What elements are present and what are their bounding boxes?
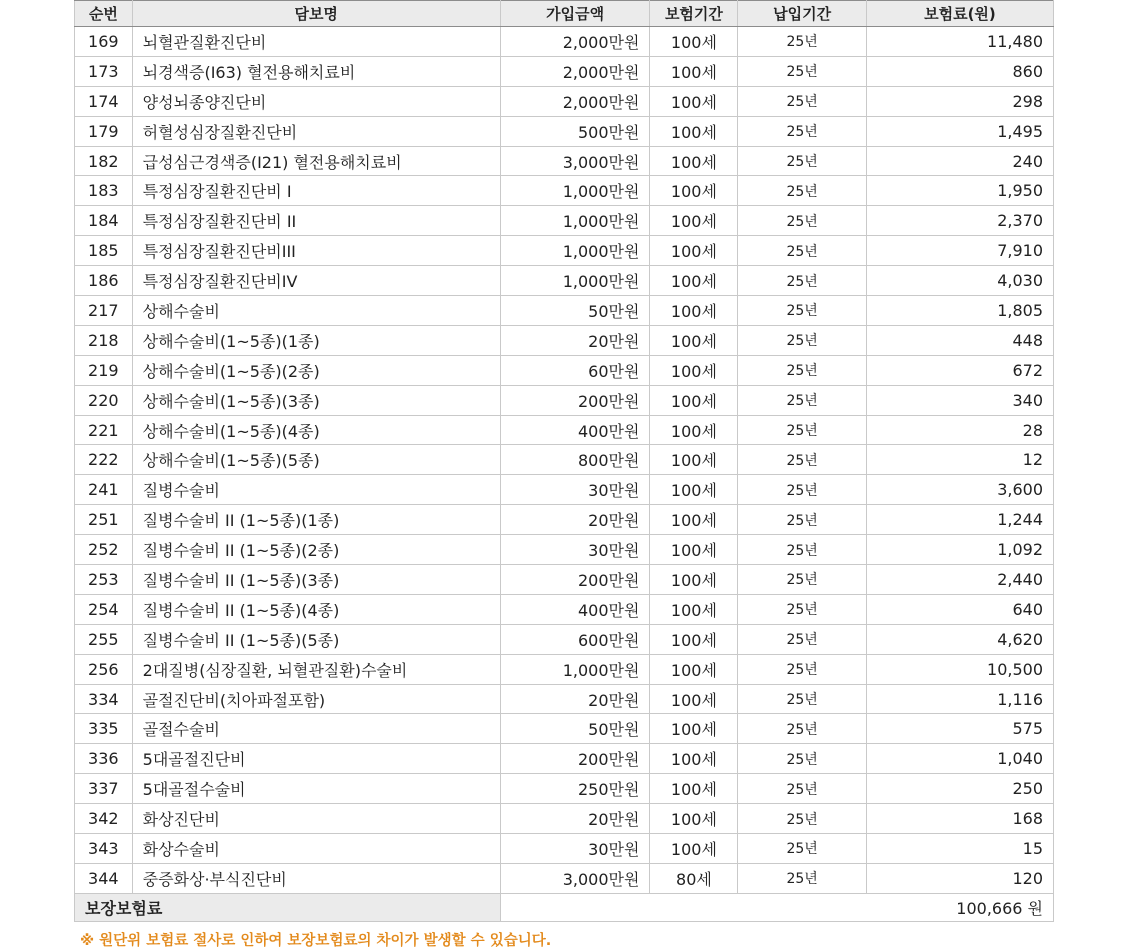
coverage-name: 중증화상·부식진단비: [132, 863, 500, 893]
coverage-table: [74, 0, 1054, 922]
row-number: 251: [75, 505, 133, 535]
table-row: [75, 415, 1054, 445]
coverage-amount: 2,000만원: [500, 86, 650, 116]
insurance-period: 100세: [650, 385, 738, 415]
insurance-period: 100세: [650, 116, 738, 146]
coverage-name: 특정심장질환진단비 I: [132, 176, 500, 206]
table-row: [75, 176, 1054, 206]
payment-period: 25년: [738, 565, 866, 595]
coverage-amount: 200만원: [500, 385, 650, 415]
header-coverage-name: 담보명: [132, 1, 500, 27]
coverage-amount: 50만원: [500, 296, 650, 326]
premium-amount: 1,950: [866, 176, 1053, 206]
row-number: 344: [75, 863, 133, 893]
row-number: 241: [75, 475, 133, 505]
table-row: [75, 27, 1054, 57]
coverage-name: 특정심장질환진단비IV: [132, 266, 500, 296]
insurance-period: 100세: [650, 565, 738, 595]
coverage-name: 뇌혈관질환진단비: [132, 27, 500, 57]
premium-amount: 2,370: [866, 206, 1053, 236]
table-row: [75, 505, 1054, 535]
row-number: 182: [75, 146, 133, 176]
coverage-name: 화상진단비: [132, 804, 500, 834]
coverage-name: 골절수술비: [132, 714, 500, 744]
table-row: [75, 654, 1054, 684]
premium-amount: 11,480: [866, 27, 1053, 57]
coverage-name: 허혈성심장질환진단비: [132, 116, 500, 146]
table-row: [75, 624, 1054, 654]
table-row: [75, 296, 1054, 326]
payment-period: 25년: [738, 206, 866, 236]
payment-period: 25년: [738, 236, 866, 266]
table-row: [75, 86, 1054, 116]
payment-period: 25년: [738, 86, 866, 116]
insurance-period: 100세: [650, 445, 738, 475]
payment-period: 25년: [738, 834, 866, 864]
coverage-amount: 200만원: [500, 744, 650, 774]
coverage-name: 질병수술비 II (1~5종)(1종): [132, 505, 500, 535]
table-row: [75, 804, 1054, 834]
payment-period: 25년: [738, 804, 866, 834]
table-row: [75, 56, 1054, 86]
row-number: 221: [75, 415, 133, 445]
coverage-name: 양성뇌종양진단비: [132, 86, 500, 116]
premium-amount: 1,040: [866, 744, 1053, 774]
payment-period: 25년: [738, 594, 866, 624]
payment-period: 25년: [738, 744, 866, 774]
premium-amount: 1,495: [866, 116, 1053, 146]
coverage-name: 질병수술비 II (1~5종)(5종): [132, 624, 500, 654]
premium-amount: 2,440: [866, 565, 1053, 595]
payment-period: 25년: [738, 27, 866, 57]
table-row: [75, 146, 1054, 176]
table-body: [75, 27, 1054, 894]
row-number: 255: [75, 624, 133, 654]
coverage-amount: 20만원: [500, 684, 650, 714]
coverage-amount: 1,000만원: [500, 266, 650, 296]
coverage-amount: 500만원: [500, 116, 650, 146]
premium-amount: 15: [866, 834, 1053, 864]
coverage-name: 골절진단비(치아파절포함): [132, 684, 500, 714]
payment-period: 25년: [738, 415, 866, 445]
table-row: [75, 834, 1054, 864]
row-number: 185: [75, 236, 133, 266]
row-number: 183: [75, 176, 133, 206]
row-number: 342: [75, 804, 133, 834]
insurance-period: 100세: [650, 804, 738, 834]
total-row: [75, 893, 1054, 921]
table-row: [75, 774, 1054, 804]
payment-period: 25년: [738, 116, 866, 146]
coverage-name: 2대질병(심장질환, 뇌혈관질환)수술비: [132, 654, 500, 684]
row-number: 253: [75, 565, 133, 595]
row-number: 334: [75, 684, 133, 714]
payment-period: 25년: [738, 296, 866, 326]
header-amount: 가입금액: [500, 1, 650, 27]
table-row: [75, 266, 1054, 296]
table-row: [75, 863, 1054, 893]
payment-period: 25년: [738, 445, 866, 475]
insurance-period: 100세: [650, 594, 738, 624]
premium-amount: 10,500: [866, 654, 1053, 684]
row-number: 254: [75, 594, 133, 624]
coverage-amount: 1,000만원: [500, 206, 650, 236]
row-number: 179: [75, 116, 133, 146]
row-number: 222: [75, 445, 133, 475]
row-number: 217: [75, 296, 133, 326]
premium-amount: 4,030: [866, 266, 1053, 296]
premium-amount: 575: [866, 714, 1053, 744]
insurance-period: 100세: [650, 624, 738, 654]
table-row: [75, 445, 1054, 475]
row-number: 169: [75, 27, 133, 57]
insurance-period: 100세: [650, 206, 738, 236]
premium-amount: 240: [866, 146, 1053, 176]
premium-amount: 3,600: [866, 475, 1053, 505]
coverage-amount: 400만원: [500, 415, 650, 445]
premium-amount: 860: [866, 56, 1053, 86]
coverage-amount: 60만원: [500, 355, 650, 385]
row-number: 252: [75, 535, 133, 565]
insurance-period: 100세: [650, 176, 738, 206]
table-row: [75, 565, 1054, 595]
payment-period: 25년: [738, 266, 866, 296]
coverage-amount: 250만원: [500, 774, 650, 804]
premium-document: [74, 0, 1054, 950]
insurance-period: 100세: [650, 475, 738, 505]
premium-amount: 340: [866, 385, 1053, 415]
insurance-period: 100세: [650, 27, 738, 57]
coverage-name: 화상수술비: [132, 834, 500, 864]
insurance-period: 100세: [650, 236, 738, 266]
table-row: [75, 594, 1054, 624]
row-number: 256: [75, 654, 133, 684]
row-number: 174: [75, 86, 133, 116]
coverage-amount: 800만원: [500, 445, 650, 475]
rounding-note: ※ 원단위 보험료 절사로 인하여 보장보험료의 차이가 발생할 수 있습니다.: [80, 932, 552, 949]
coverage-name: 상해수술비: [132, 296, 500, 326]
insurance-period: 100세: [650, 505, 738, 535]
coverage-amount: 1,000만원: [500, 236, 650, 266]
payment-period: 25년: [738, 176, 866, 206]
insurance-period: 100세: [650, 56, 738, 86]
premium-amount: 640: [866, 594, 1053, 624]
coverage-name: 질병수술비 II (1~5종)(4종): [132, 594, 500, 624]
coverage-name: 상해수술비(1~5종)(3종): [132, 385, 500, 415]
insurance-period: 100세: [650, 146, 738, 176]
coverage-amount: 200만원: [500, 565, 650, 595]
premium-amount: 12: [866, 445, 1053, 475]
table-row: [75, 206, 1054, 236]
payment-period: 25년: [738, 385, 866, 415]
table-row: [75, 535, 1054, 565]
payment-period: 25년: [738, 624, 866, 654]
payment-period: 25년: [738, 325, 866, 355]
coverage-amount: 2,000만원: [500, 27, 650, 57]
table-header-row: [75, 1, 1054, 27]
payment-period: 25년: [738, 475, 866, 505]
coverage-amount: 20만원: [500, 505, 650, 535]
insurance-period: 100세: [650, 744, 738, 774]
insurance-period: 100세: [650, 266, 738, 296]
table-row: [75, 325, 1054, 355]
premium-amount: 298: [866, 86, 1053, 116]
row-number: 336: [75, 744, 133, 774]
premium-amount: 1,805: [866, 296, 1053, 326]
header-no: 순번: [75, 1, 133, 27]
row-number: 343: [75, 834, 133, 864]
premium-amount: 7,910: [866, 236, 1053, 266]
table-row: [75, 385, 1054, 415]
row-number: 220: [75, 385, 133, 415]
total-label: 보장보험료: [75, 893, 501, 921]
coverage-amount: 20만원: [500, 325, 650, 355]
premium-amount: 1,244: [866, 505, 1053, 535]
insurance-period: 100세: [650, 325, 738, 355]
table-row: [75, 714, 1054, 744]
row-number: 335: [75, 714, 133, 744]
payment-period: 25년: [738, 505, 866, 535]
table-row: [75, 475, 1054, 505]
row-number: 337: [75, 774, 133, 804]
payment-period: 25년: [738, 355, 866, 385]
coverage-name: 질병수술비: [132, 475, 500, 505]
insurance-period: 100세: [650, 535, 738, 565]
coverage-name: 급성심근경색증(I21) 혈전용해치료비: [132, 146, 500, 176]
coverage-name: 상해수술비(1~5종)(2종): [132, 355, 500, 385]
coverage-name: 특정심장질환진단비 II: [132, 206, 500, 236]
row-number: 219: [75, 355, 133, 385]
insurance-period: 100세: [650, 415, 738, 445]
insurance-period: 80세: [650, 863, 738, 893]
payment-period: 25년: [738, 654, 866, 684]
coverage-name: 상해수술비(1~5종)(4종): [132, 415, 500, 445]
coverage-name: 특정심장질환진단비III: [132, 236, 500, 266]
premium-amount: 448: [866, 325, 1053, 355]
payment-period: 25년: [738, 714, 866, 744]
row-number: 173: [75, 56, 133, 86]
total-value: 100,666 원: [500, 893, 1053, 921]
coverage-name: 상해수술비(1~5종)(1종): [132, 325, 500, 355]
payment-period: 25년: [738, 863, 866, 893]
header-payment-period: 납입기간: [738, 1, 866, 27]
insurance-period: 100세: [650, 684, 738, 714]
coverage-amount: 30만원: [500, 475, 650, 505]
coverage-amount: 1,000만원: [500, 654, 650, 684]
coverage-name: 상해수술비(1~5종)(5종): [132, 445, 500, 475]
insurance-period: 100세: [650, 86, 738, 116]
premium-amount: 672: [866, 355, 1053, 385]
table-row: [75, 116, 1054, 146]
row-number: 184: [75, 206, 133, 236]
insurance-period: 100세: [650, 654, 738, 684]
payment-period: 25년: [738, 684, 866, 714]
premium-amount: 120: [866, 863, 1053, 893]
coverage-name: 5대골절진단비: [132, 744, 500, 774]
coverage-name: 뇌경색증(I63) 혈전용해치료비: [132, 56, 500, 86]
table-row: [75, 684, 1054, 714]
coverage-amount: 3,000만원: [500, 146, 650, 176]
coverage-amount: 30만원: [500, 535, 650, 565]
header-premium: 보험료(원): [866, 1, 1053, 27]
premium-amount: 1,092: [866, 535, 1053, 565]
payment-period: 25년: [738, 774, 866, 804]
coverage-name: 질병수술비 II (1~5종)(3종): [132, 565, 500, 595]
payment-period: 25년: [738, 535, 866, 565]
coverage-name: 질병수술비 II (1~5종)(2종): [132, 535, 500, 565]
insurance-period: 100세: [650, 774, 738, 804]
coverage-amount: 50만원: [500, 714, 650, 744]
coverage-amount: 600만원: [500, 624, 650, 654]
insurance-period: 100세: [650, 834, 738, 864]
premium-amount: 168: [866, 804, 1053, 834]
premium-amount: 1,116: [866, 684, 1053, 714]
coverage-amount: 3,000만원: [500, 863, 650, 893]
premium-amount: 4,620: [866, 624, 1053, 654]
payment-period: 25년: [738, 146, 866, 176]
premium-amount: 28: [866, 415, 1053, 445]
header-insurance-period: 보험기간: [650, 1, 738, 27]
table-row: [75, 236, 1054, 266]
coverage-amount: 30만원: [500, 834, 650, 864]
insurance-period: 100세: [650, 296, 738, 326]
coverage-amount: 2,000만원: [500, 56, 650, 86]
coverage-amount: 20만원: [500, 804, 650, 834]
coverage-amount: 1,000만원: [500, 176, 650, 206]
payment-period: 25년: [738, 56, 866, 86]
coverage-amount: 400만원: [500, 594, 650, 624]
table-row: [75, 355, 1054, 385]
table-row: [75, 744, 1054, 774]
coverage-name: 5대골절수술비: [132, 774, 500, 804]
row-number: 186: [75, 266, 133, 296]
insurance-period: 100세: [650, 714, 738, 744]
insurance-period: 100세: [650, 355, 738, 385]
premium-amount: 250: [866, 774, 1053, 804]
row-number: 218: [75, 325, 133, 355]
